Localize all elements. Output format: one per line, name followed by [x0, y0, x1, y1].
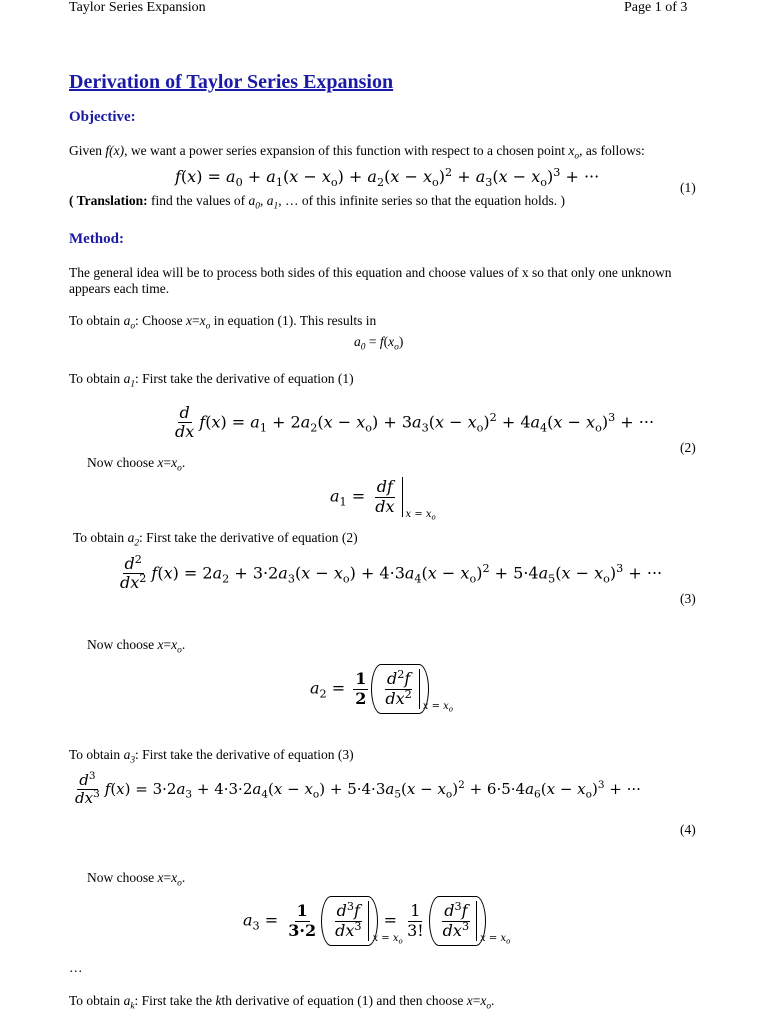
objective-heading: Objective:: [69, 109, 136, 125]
now-choose-3: Now choose $x=x_o$.: [87, 870, 186, 889]
equation-4-number: (4): [680, 822, 696, 837]
running-header-title: Taylor Series Expansion: [69, 0, 206, 15]
objective-text: Given f(x), we want a power series expansion of this function with respect to a chosen point $x_o$, as follows:: [69, 143, 645, 162]
obtain-a0-text: To obtain $a_o$: Choose $x=x_o$ in equation (1). This results in: [69, 313, 377, 332]
equation-3: $\frac{d^2}{dx^2}$ $f(x) = 2a_2 + 3\cdot 2a_3(x - x_o) + 4\cdot 3a_4(x - x_o)^2 + 5\cdot 4a_5(x - x_o)^3$ + ···: [120, 552, 663, 593]
method-paragraph: The general idea will be to process both sides of this equation and choose values of x so that only one unknown appears each time.: [69, 265, 672, 296]
obtain-a3-text: To obtain $a_3$: First take the derivative of equation (3): [69, 747, 354, 766]
obtain-a1-text: To obtain $a_1$: First take the derivative of equation (1): [69, 371, 354, 390]
equation-2-number: (2): [680, 440, 696, 455]
ellipsis: …: [69, 960, 83, 975]
equation-1: $f(x) = a_0 + a_1(x - x_o) + a_2(x - x_o)^2 + a_3(x - x_o)^3$ + ···: [175, 165, 600, 189]
now-choose-2: Now choose $x=x_o$.: [87, 637, 186, 656]
equation-2: $\frac{d}{dx}$ $f(x) = a_1 + 2a_2(x - x_o) + 3a_3(x - x_o)^2 + 4a_4(x - x_o)^3$ + ···: [175, 403, 655, 442]
now-choose-1: Now choose $x=x_o$.: [87, 455, 186, 474]
a3-result: $a_3$ = $\frac{1}{3\cdot 2}$ $\frac{d^3f}{dx^3}$ $x = x_o$ = $\frac{1}{3!}$ $\frac{d^3f}{dx^3}$ $x = x_o$: [243, 896, 486, 946]
obtain-a2-text: To obtain $a_2$: First take the derivative of equation (2): [73, 530, 358, 549]
page-number: Page 1 of 3: [624, 0, 688, 15]
equation-4: $\frac{d^3}{dx^3}$ $f(x) = 3\cdot 2a_3 + 4\cdot 3\cdot 2a_4(x - x_o) + 5\cdot 4\cdot 3a_5(x - x_o)^2 + 6\cdot 5\cdot 4a_6(x - x_o)^3$ + ···: [75, 770, 641, 808]
method-heading: Method:: [69, 231, 124, 247]
a0-result: $a_0 = f(x_o)$: [354, 334, 404, 353]
equation-3-number: (3): [680, 591, 696, 606]
equation-1-number: (1): [680, 180, 696, 195]
obtain-ak-text: To obtain $a_k$: First take the kth derivative of equation (1) and then choose $x=x_o$.: [69, 993, 495, 1012]
a2-result: $a_2$ = $\frac{1}{2}$ $\frac{d^2f}{dx^2}$ $x = x_o$: [310, 664, 429, 714]
a1-result: $a_1$ = $\frac{df}{dx}$ $x = x_o$: [330, 477, 436, 521]
page-title[interactable]: Derivation of Taylor Series Expansion: [69, 71, 394, 93]
translation-text: ( Translation: find the values of $a_0$, $a_1$, … of this infinite series so that the equation holds. ): [69, 193, 566, 212]
